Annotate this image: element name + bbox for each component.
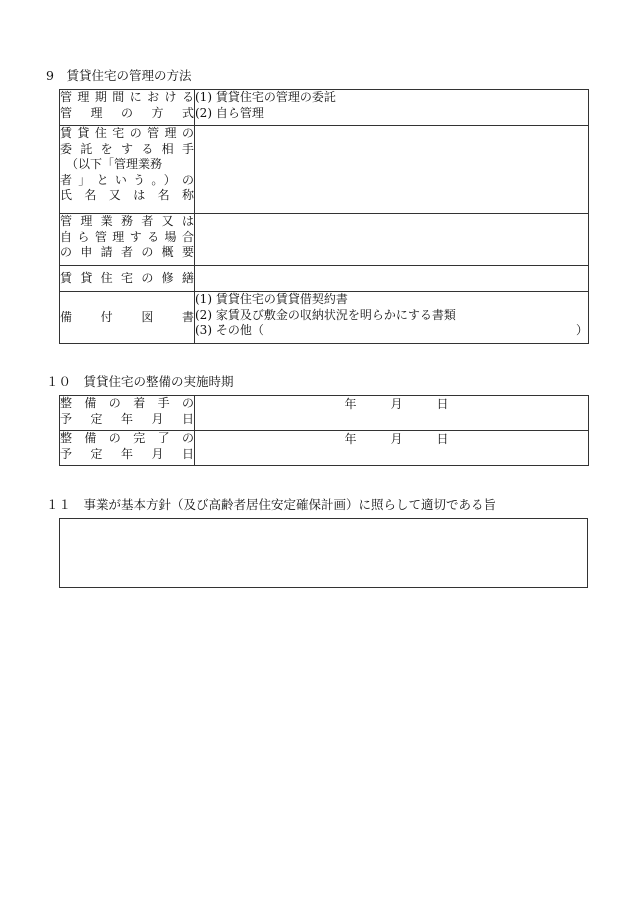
month-unit: 月 [390,397,403,411]
repair-row [60,266,589,292]
basic-policy-conformity-table [59,518,588,588]
section-9-heading: 9 賃貸住宅の管理の方法 [46,68,192,83]
year-unit: 年 [344,432,357,446]
applicant-overview-field[interactable] [195,214,589,266]
day-unit: 日 [436,432,449,446]
construction-start-label: 整 備 の 着 手 の 予 定 年 月 日 [60,396,195,431]
construction-schedule-table [59,395,589,466]
contractor-name-field[interactable] [195,126,589,214]
doc-lease-contract[interactable]: (1) 賃貸住宅の賃貸借契約書 [195,292,348,306]
attached-documents-label: 備 付 図 書 [60,292,195,344]
month-unit: 月 [390,432,403,446]
management-type-options[interactable] [195,90,589,126]
attached-documents-row [60,292,589,344]
day-unit: 日 [436,397,449,411]
doc-rent-deposit-status[interactable]: (2) 家賃及び敷金の収納状況を明らかにする書類 [195,307,456,322]
attached-documents-options[interactable] [195,292,589,344]
option-outsourced[interactable]: (1) 賃貸住宅の管理の委託 [195,90,336,104]
management-type-label: 管理期間における 管 理 の 方 式 [60,90,195,126]
doc-other[interactable]: (3) その他（ ） [195,323,588,338]
option-self-managed[interactable]: (2) 自ら管理 [195,105,264,120]
contractor-name-row [60,126,589,214]
section-10-heading: １０ 賃貸住宅の整備の実施時期 [46,374,234,389]
applicant-overview-label: 管理業務者又は 自ら管理する場合 の申請者の概要 [60,214,195,266]
construction-completion-label: 整 備 の 完 了 の 予 定 年 月 日 [60,431,195,466]
applicant-overview-row [60,214,589,266]
basic-policy-conformity-field[interactable] [60,519,588,588]
construction-start-row [60,396,589,431]
management-type-row [60,90,589,126]
section-11-heading: １１ 事業が基本方針（及び高齢者居住安定確保計画）に照らして適切である旨 [46,497,497,512]
repair-label: 賃 貸 住 宅 の 修 繕 [60,266,195,292]
management-method-table [59,89,589,344]
construction-completion-date[interactable] [195,431,589,466]
contractor-name-label: 賃貸住宅の管理の 委託をする相手 （以下「管理業務 者」という。）の 氏 名 又 は 名 称 [60,126,195,214]
construction-completion-row [60,431,589,466]
repair-field[interactable] [195,266,589,292]
construction-start-date[interactable] [195,396,589,431]
year-unit: 年 [344,397,357,411]
